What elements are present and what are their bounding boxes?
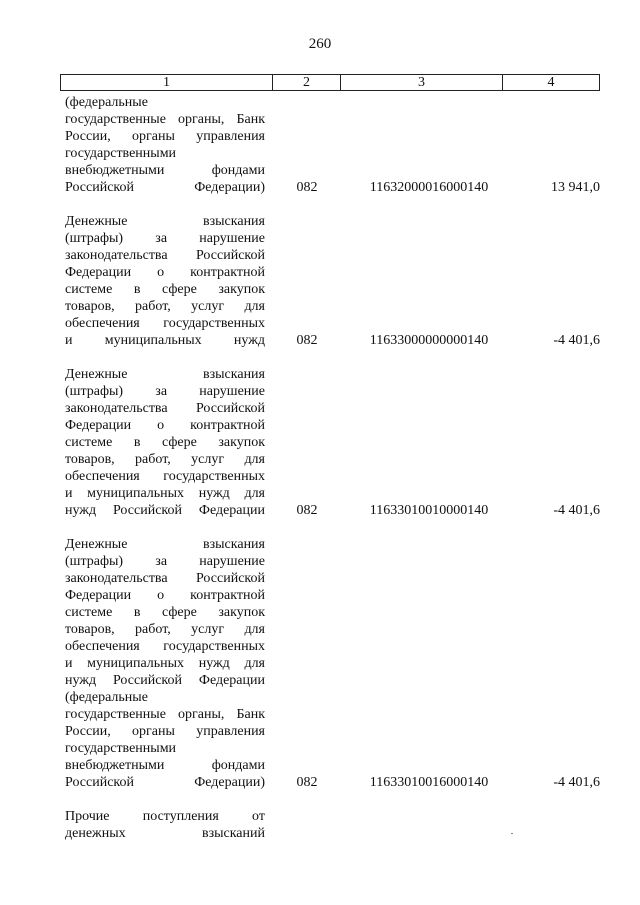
row-description (65, 213, 265, 349)
row-description (65, 366, 265, 519)
description-line: законодательства Российской (65, 401, 265, 416)
amount: -4 401,6 (553, 333, 600, 348)
description-line: внебюджетными фондами (65, 163, 265, 178)
description-line: России, органы управления (65, 129, 265, 144)
scan-speck (511, 833, 513, 834)
description-line: Денежные взыскания (65, 537, 265, 552)
description-line: и муниципальных нужд (65, 333, 265, 348)
description-line: законодательства Российской (65, 248, 265, 263)
description-line: обеспечения государственных (65, 316, 265, 331)
row-description (65, 536, 265, 791)
description-line: Денежные взыскания (65, 367, 265, 382)
description-line: государственные органы, Банк (65, 707, 265, 722)
table-row (65, 94, 605, 196)
row-description (65, 94, 265, 196)
description-line: (штрафы) за нарушение (65, 384, 265, 399)
description-line: России, органы управления (65, 724, 265, 739)
admin-code: 082 (296, 775, 318, 790)
description-line: Федерации о контрактной (65, 418, 265, 433)
description-line: и муниципальных нужд для (65, 486, 265, 501)
description-line: (штрафы) за нарушение (65, 231, 265, 246)
amount: -4 401,6 (553, 775, 600, 790)
table-header-row (60, 74, 600, 91)
table-body (65, 94, 605, 842)
page-number: 260 (308, 36, 332, 52)
header-col-3: 3 (341, 75, 503, 90)
description-line: обеспечения государственных (65, 639, 265, 654)
admin-code: 082 (296, 503, 318, 518)
table-row (65, 366, 605, 519)
description-line: нужд Российской Федерации (65, 673, 265, 688)
description-line: Прочие поступления от (65, 809, 265, 824)
description-line: Российской Федерации) (65, 775, 265, 790)
row-description (65, 808, 265, 842)
description-line: Российской Федерации) (65, 180, 265, 195)
description-line: товаров, работ, услуг для (65, 299, 265, 314)
budget-classification-code: 11633000000000140 (369, 333, 489, 348)
header-col-1: 1 (61, 75, 273, 90)
description-line: системе в сфере закупок (65, 282, 265, 297)
description-line: Федерации о контрактной (65, 588, 265, 603)
description-line: (штрафы) за нарушение (65, 554, 265, 569)
amount: 13 941,0 (551, 180, 600, 195)
description-line: обеспечения государственных (65, 469, 265, 484)
budget-classification-code: 11633010010000140 (369, 503, 489, 518)
description-line: Федерации о контрактной (65, 265, 265, 280)
description-line: Денежные взыскания (65, 214, 265, 229)
admin-code: 082 (296, 180, 318, 195)
description-line: системе в сфере закупок (65, 435, 265, 450)
description-line: товаров, работ, услуг для (65, 622, 265, 637)
description-line: внебюджетными фондами (65, 758, 265, 773)
description-line: (федеральные (65, 95, 148, 110)
description-line: (федеральные (65, 690, 148, 705)
table-row (65, 213, 605, 349)
description-line: государственные органы, Банк (65, 112, 265, 127)
budget-classification-code: 11633010016000140 (369, 775, 489, 790)
description-line: нужд Российской Федерации (65, 503, 265, 518)
description-line: государственными (65, 146, 177, 161)
description-line: и муниципальных нужд для (65, 656, 265, 671)
admin-code: 082 (296, 333, 318, 348)
table-row (65, 808, 605, 842)
header-col-2: 2 (273, 75, 341, 90)
description-line: денежных взысканий (65, 826, 265, 841)
description-line: товаров, работ, услуг для (65, 452, 265, 467)
description-line: государственными (65, 741, 177, 756)
budget-classification-code: 11632000016000140 (369, 180, 489, 195)
header-col-4: 4 (547, 75, 555, 90)
table-row (65, 536, 605, 791)
description-line: системе в сфере закупок (65, 605, 265, 620)
description-line: законодательства Российской (65, 571, 265, 586)
amount: -4 401,6 (553, 503, 600, 518)
